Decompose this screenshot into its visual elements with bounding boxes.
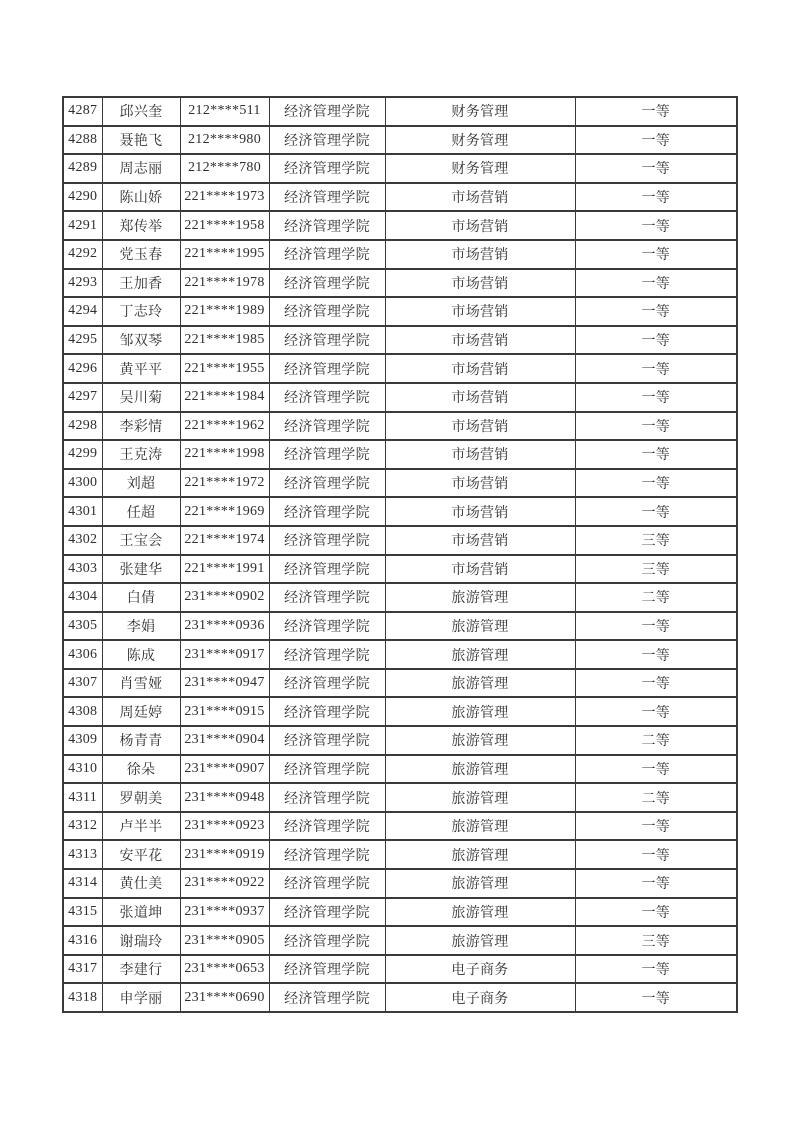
cell-major: 电子商务 [385, 955, 575, 984]
cell-name: 聂艳飞 [102, 126, 180, 155]
cell-college: 经济管理学院 [269, 440, 385, 469]
cell-name: 郑传举 [102, 211, 180, 240]
cell-seq: 4288 [63, 126, 102, 155]
table-row [63, 583, 737, 612]
cell-student_id: 231****0653 [180, 955, 269, 984]
cell-award: 一等 [575, 412, 737, 441]
cell-award: 一等 [575, 697, 737, 726]
cell-award: 一等 [575, 497, 737, 526]
table-row [63, 612, 737, 641]
cell-name: 李建行 [102, 955, 180, 984]
cell-seq: 4292 [63, 240, 102, 269]
cell-major: 旅游管理 [385, 669, 575, 698]
cell-major: 旅游管理 [385, 783, 575, 812]
cell-seq: 4295 [63, 326, 102, 355]
table-row [63, 640, 737, 669]
cell-seq: 4298 [63, 412, 102, 441]
cell-award: 一等 [575, 354, 737, 383]
cell-seq: 4305 [63, 612, 102, 641]
table-row [63, 440, 737, 469]
table-row [63, 983, 737, 1012]
table-row [63, 840, 737, 869]
cell-college: 经济管理学院 [269, 755, 385, 784]
table-row [63, 154, 737, 183]
cell-award: 一等 [575, 269, 737, 298]
cell-major: 市场营销 [385, 555, 575, 584]
cell-college: 经济管理学院 [269, 526, 385, 555]
cell-student_id: 221****1974 [180, 526, 269, 555]
cell-name: 周廷婷 [102, 697, 180, 726]
cell-college: 经济管理学院 [269, 669, 385, 698]
cell-name: 任超 [102, 497, 180, 526]
cell-college: 经济管理学院 [269, 240, 385, 269]
cell-major: 旅游管理 [385, 898, 575, 927]
cell-major: 市场营销 [385, 326, 575, 355]
cell-award: 一等 [575, 183, 737, 212]
cell-student_id: 212****980 [180, 126, 269, 155]
cell-seq: 4311 [63, 783, 102, 812]
cell-college: 经济管理学院 [269, 697, 385, 726]
cell-college: 经济管理学院 [269, 497, 385, 526]
cell-student_id: 231****0902 [180, 583, 269, 612]
cell-college: 经济管理学院 [269, 869, 385, 898]
table-row [63, 97, 737, 126]
cell-seq: 4307 [63, 669, 102, 698]
cell-major: 旅游管理 [385, 755, 575, 784]
cell-major: 市场营销 [385, 497, 575, 526]
cell-award: 一等 [575, 869, 737, 898]
cell-seq: 4318 [63, 983, 102, 1012]
cell-name: 刘超 [102, 469, 180, 498]
cell-major: 市场营销 [385, 469, 575, 498]
cell-college: 经济管理学院 [269, 983, 385, 1012]
cell-seq: 4293 [63, 269, 102, 298]
cell-college: 经济管理学院 [269, 97, 385, 126]
cell-college: 经济管理学院 [269, 612, 385, 641]
cell-seq: 4302 [63, 526, 102, 555]
cell-award: 二等 [575, 726, 737, 755]
cell-name: 黄平平 [102, 354, 180, 383]
cell-student_id: 231****0937 [180, 898, 269, 927]
table-row [63, 354, 737, 383]
cell-major: 旅游管理 [385, 697, 575, 726]
cell-seq: 4310 [63, 755, 102, 784]
cell-name: 徐朵 [102, 755, 180, 784]
cell-student_id: 231****0947 [180, 669, 269, 698]
cell-college: 经济管理学院 [269, 126, 385, 155]
cell-college: 经济管理学院 [269, 898, 385, 927]
cell-award: 一等 [575, 669, 737, 698]
cell-major: 市场营销 [385, 354, 575, 383]
cell-major: 市场营销 [385, 383, 575, 412]
table-row [63, 697, 737, 726]
cell-award: 一等 [575, 840, 737, 869]
cell-name: 王克涛 [102, 440, 180, 469]
cell-major: 电子商务 [385, 983, 575, 1012]
table-row [63, 297, 737, 326]
cell-award: 一等 [575, 440, 737, 469]
cell-seq: 4303 [63, 555, 102, 584]
cell-seq: 4314 [63, 869, 102, 898]
cell-award: 一等 [575, 898, 737, 927]
cell-award: 一等 [575, 812, 737, 841]
cell-name: 谢瑞玲 [102, 926, 180, 955]
cell-major: 财务管理 [385, 97, 575, 126]
cell-college: 经济管理学院 [269, 154, 385, 183]
cell-student_id: 212****511 [180, 97, 269, 126]
cell-award: 一等 [575, 755, 737, 784]
cell-major: 市场营销 [385, 183, 575, 212]
cell-college: 经济管理学院 [269, 183, 385, 212]
cell-major: 市场营销 [385, 240, 575, 269]
table-row [63, 555, 737, 584]
cell-award: 一等 [575, 383, 737, 412]
cell-student_id: 212****780 [180, 154, 269, 183]
cell-name: 王宝会 [102, 526, 180, 555]
table-row [63, 755, 737, 784]
cell-student_id: 221****1962 [180, 412, 269, 441]
cell-college: 经济管理学院 [269, 726, 385, 755]
cell-student_id: 221****1984 [180, 383, 269, 412]
cell-student_id: 231****0915 [180, 697, 269, 726]
table-row [63, 326, 737, 355]
cell-major: 市场营销 [385, 526, 575, 555]
table-row [63, 898, 737, 927]
cell-major: 旅游管理 [385, 640, 575, 669]
cell-student_id: 231****0923 [180, 812, 269, 841]
cell-college: 经济管理学院 [269, 269, 385, 298]
cell-name: 丁志玲 [102, 297, 180, 326]
table-row [63, 526, 737, 555]
cell-award: 一等 [575, 240, 737, 269]
cell-college: 经济管理学院 [269, 469, 385, 498]
cell-seq: 4306 [63, 640, 102, 669]
cell-student_id: 231****0922 [180, 869, 269, 898]
cell-seq: 4312 [63, 812, 102, 841]
cell-student_id: 221****1972 [180, 469, 269, 498]
cell-college: 经济管理学院 [269, 297, 385, 326]
cell-major: 旅游管理 [385, 583, 575, 612]
cell-major: 旅游管理 [385, 869, 575, 898]
cell-college: 经济管理学院 [269, 926, 385, 955]
table-row [63, 869, 737, 898]
cell-major: 旅游管理 [385, 812, 575, 841]
cell-seq: 4296 [63, 354, 102, 383]
cell-major: 市场营销 [385, 269, 575, 298]
cell-student_id: 231****0936 [180, 612, 269, 641]
cell-seq: 4291 [63, 211, 102, 240]
cell-award: 一等 [575, 126, 737, 155]
cell-seq: 4304 [63, 583, 102, 612]
cell-award: 三等 [575, 526, 737, 555]
cell-award: 一等 [575, 297, 737, 326]
cell-college: 经济管理学院 [269, 812, 385, 841]
cell-student_id: 231****0948 [180, 783, 269, 812]
cell-student_id: 221****1978 [180, 269, 269, 298]
cell-name: 张建华 [102, 555, 180, 584]
cell-name: 邱兴奎 [102, 97, 180, 126]
cell-college: 经济管理学院 [269, 783, 385, 812]
cell-award: 一等 [575, 154, 737, 183]
cell-name: 吴川菊 [102, 383, 180, 412]
cell-name: 王加香 [102, 269, 180, 298]
cell-name: 陈山娇 [102, 183, 180, 212]
cell-college: 经济管理学院 [269, 583, 385, 612]
cell-student_id: 221****1995 [180, 240, 269, 269]
cell-college: 经济管理学院 [269, 640, 385, 669]
cell-seq: 4300 [63, 469, 102, 498]
cell-name: 安平花 [102, 840, 180, 869]
cell-award: 一等 [575, 97, 737, 126]
cell-college: 经济管理学院 [269, 326, 385, 355]
cell-student_id: 231****0917 [180, 640, 269, 669]
cell-name: 周志丽 [102, 154, 180, 183]
award-list-table [62, 96, 738, 1013]
cell-major: 市场营销 [385, 297, 575, 326]
table-row [63, 783, 737, 812]
cell-student_id: 231****0907 [180, 755, 269, 784]
cell-award: 三等 [575, 926, 737, 955]
cell-college: 经济管理学院 [269, 211, 385, 240]
cell-seq: 4299 [63, 440, 102, 469]
cell-award: 一等 [575, 326, 737, 355]
cell-name: 邹双琴 [102, 326, 180, 355]
cell-name: 卢半半 [102, 812, 180, 841]
table-row [63, 955, 737, 984]
cell-seq: 4301 [63, 497, 102, 526]
cell-student_id: 221****1955 [180, 354, 269, 383]
cell-name: 罗朝美 [102, 783, 180, 812]
cell-name: 党玉春 [102, 240, 180, 269]
cell-major: 市场营销 [385, 211, 575, 240]
cell-major: 旅游管理 [385, 726, 575, 755]
cell-award: 一等 [575, 211, 737, 240]
cell-name: 陈成 [102, 640, 180, 669]
cell-major: 旅游管理 [385, 840, 575, 869]
cell-award: 一等 [575, 955, 737, 984]
table-row [63, 412, 737, 441]
cell-seq: 4317 [63, 955, 102, 984]
cell-student_id: 231****0904 [180, 726, 269, 755]
cell-college: 经济管理学院 [269, 555, 385, 584]
cell-award: 一等 [575, 983, 737, 1012]
cell-award: 二等 [575, 583, 737, 612]
table-row [63, 383, 737, 412]
table-row [63, 812, 737, 841]
cell-college: 经济管理学院 [269, 840, 385, 869]
cell-seq: 4294 [63, 297, 102, 326]
cell-name: 白倩 [102, 583, 180, 612]
cell-name: 杨青青 [102, 726, 180, 755]
cell-seq: 4297 [63, 383, 102, 412]
table-row [63, 726, 737, 755]
table-row [63, 669, 737, 698]
cell-student_id: 221****1958 [180, 211, 269, 240]
cell-seq: 4313 [63, 840, 102, 869]
cell-student_id: 221****1973 [180, 183, 269, 212]
cell-seq: 4309 [63, 726, 102, 755]
table-row [63, 240, 737, 269]
cell-name: 李娟 [102, 612, 180, 641]
cell-major: 财务管理 [385, 126, 575, 155]
cell-college: 经济管理学院 [269, 412, 385, 441]
cell-name: 申学丽 [102, 983, 180, 1012]
cell-seq: 4308 [63, 697, 102, 726]
cell-student_id: 221****1998 [180, 440, 269, 469]
award-table-body [63, 97, 737, 1012]
cell-seq: 4315 [63, 898, 102, 927]
cell-name: 张道坤 [102, 898, 180, 927]
cell-seq: 4290 [63, 183, 102, 212]
table-row [63, 183, 737, 212]
cell-student_id: 221****1991 [180, 555, 269, 584]
cell-award: 一等 [575, 640, 737, 669]
cell-student_id: 231****0905 [180, 926, 269, 955]
cell-award: 一等 [575, 612, 737, 641]
cell-student_id: 221****1989 [180, 297, 269, 326]
table-row [63, 497, 737, 526]
table-row [63, 269, 737, 298]
cell-name: 肖雪娅 [102, 669, 180, 698]
cell-award: 三等 [575, 555, 737, 584]
cell-college: 经济管理学院 [269, 383, 385, 412]
cell-student_id: 221****1969 [180, 497, 269, 526]
cell-college: 经济管理学院 [269, 955, 385, 984]
cell-seq: 4289 [63, 154, 102, 183]
cell-major: 财务管理 [385, 154, 575, 183]
table-row [63, 926, 737, 955]
cell-seq: 4316 [63, 926, 102, 955]
cell-college: 经济管理学院 [269, 354, 385, 383]
cell-award: 一等 [575, 469, 737, 498]
cell-student_id: 231****0919 [180, 840, 269, 869]
cell-student_id: 231****0690 [180, 983, 269, 1012]
table-row [63, 469, 737, 498]
cell-name: 李彩情 [102, 412, 180, 441]
table-row [63, 126, 737, 155]
cell-student_id: 221****1985 [180, 326, 269, 355]
cell-major: 市场营销 [385, 440, 575, 469]
cell-seq: 4287 [63, 97, 102, 126]
cell-name: 黄仕美 [102, 869, 180, 898]
cell-major: 市场营销 [385, 412, 575, 441]
cell-major: 旅游管理 [385, 926, 575, 955]
cell-award: 二等 [575, 783, 737, 812]
table-row [63, 211, 737, 240]
cell-major: 旅游管理 [385, 612, 575, 641]
